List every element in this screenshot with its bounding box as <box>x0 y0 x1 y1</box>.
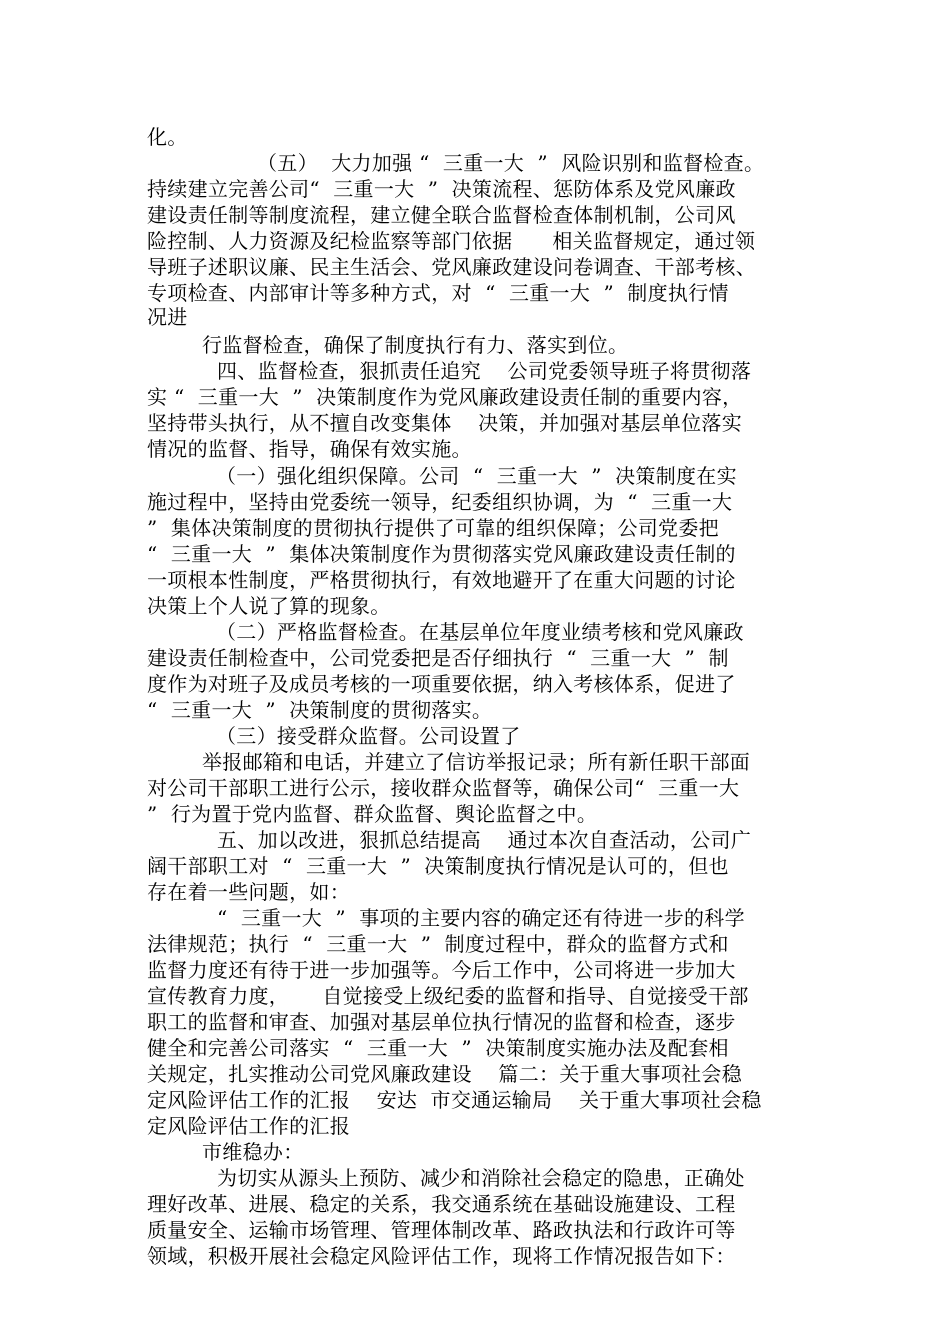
text-line: 专项检查、内部审计等多种方式，对 “ 三重一大 ” 制度执行情 <box>147 281 729 305</box>
text-line: 坚持带头执行，从不擅自改变集体 决策，并加强对基层单位落实 <box>147 411 743 435</box>
text-line: 化。 <box>147 125 188 149</box>
text-line: 领域，积极开展社会稳定风险评估工作，现将工作情况报告如下： <box>147 1244 736 1268</box>
section-heading: （三）接受群众监督。公司设置了 <box>216 724 521 748</box>
text-line: “ 三重一大 ” 决策制度的贯彻落实。 <box>147 698 493 722</box>
text-line: 度作为对班子及成员考核的一项重要依据，纳入考核体系，促进了 <box>147 672 736 696</box>
section-heading: （五） 大力加强 “ 三重一大 ” 风险识别和监督检查。 <box>257 151 765 175</box>
text-line: 行监督检查，确保了制度执行有力、落实到位。 <box>202 333 629 357</box>
text-line: 施过程中，坚持由党委统一领导，纪委组织协调，为 “ 三重一大 <box>147 490 733 514</box>
text-line: 宣传教育力度， 自觉接受上级纪委的监督和指导、自觉接受干部 <box>147 984 749 1008</box>
text-line: 实 “ 三重一大 ” 决策制度作为党风廉政建设责任制的重要内容， <box>147 385 743 409</box>
text-line: 况进 <box>147 305 188 329</box>
text-line: 情况的监督、指导，确保有效实施。 <box>147 437 472 461</box>
text-line: ” 行为置于党内监督、群众监督、舆论监督之中。 <box>147 802 598 826</box>
text-line: 质量安全、运输市场管理、管理体制改革、路政执法和行政许可等 <box>147 1218 736 1242</box>
text-line: 险控制、人力资源及纪检监察等部门依据 相关监督规定，通过领 <box>147 229 756 253</box>
text-line: 职工的监督和审查、加强对基层单位执行情况的监督和检查，逐步 <box>147 1010 736 1034</box>
text-line: 建设责任制检查中，公司党委把是否仔细执行 “ 三重一大 ” 制 <box>147 646 729 670</box>
text-line: 定风险评估工作的汇报 安达 市交通运输局 关于重大事项社会稳 <box>147 1088 762 1112</box>
text-line: 举报邮箱和电话，并建立了信访举报记录；所有新任职干部面 <box>202 750 751 774</box>
text-line: 决策上个人说了算的现象。 <box>147 594 391 618</box>
salutation: 市维稳办： <box>202 1140 304 1164</box>
text-line: 阔干部职工对 “ 三重一大 ” 决策制度执行情况是认可的，但也 <box>147 854 729 878</box>
section-heading: （二）严格监督检查。在基层单位年度业绩考核和党风廉政 <box>216 620 744 644</box>
text-line: 持续建立完善公司“ 三重一大 ” 决策流程、惩防体系及党风廉政 <box>147 177 736 201</box>
text-line: 健全和完善公司落实 “ 三重一大 ” 决策制度实施办法及配套相 <box>147 1036 729 1060</box>
text-line: 定风险评估工作的汇报 <box>147 1114 350 1138</box>
text-line: 建设责任制等制度流程，建立健全联合监督检查体制机制，公司风 <box>147 203 736 227</box>
section-heading: （一）强化组织保障。公司 “ 三重一大 ” 决策制度在实 <box>216 464 737 488</box>
section-heading: 四、监督检查，狠抓责任追究 公司党委领导班子将贯彻落 <box>217 359 752 383</box>
text-line: 导班子述职议廉、民主生活会、党风廉政建设问卷调查、干部考核、 <box>147 255 756 279</box>
text-line: 关规定，扎实推动公司党风廉政建设 篇二：关于重大事项社会稳 <box>147 1062 743 1086</box>
text-line: ” 集体决策制度的贯彻执行提供了可靠的组织保障；公司党委把 <box>147 516 719 540</box>
text-line: “ 三重一大 ” 集体决策制度作为贯彻落实党风廉政建设责任制的 <box>147 542 736 566</box>
text-line: 法律规范；执行 “ 三重一大 ” 制度过程中，群众的监督方式和 <box>147 932 729 956</box>
section-heading: 五、加以改进，狠抓总结提高 通过本次自查活动，公司广 <box>217 828 752 852</box>
text-line: 对公司干部职工进行公示，接收群众监督等，确保公司“ 三重一大 <box>147 776 740 800</box>
text-line: 一项根本性制度，严格贯彻执行，有效地避开了在重大问题的讨论 <box>147 568 736 592</box>
text-line: 理好改革、进展、稳定的关系，我交通系统在基础设施建设、工程 <box>147 1192 736 1216</box>
text-line: 监督力度还有待于进一步加强等。今后工作中，公司将进一步加大 <box>147 958 736 982</box>
text-line: 存在着一些问题，如： <box>147 880 350 904</box>
text-line: 为切实从源头上预防、减少和消除社会稳定的隐患，正确处 <box>217 1166 745 1190</box>
text-line: “ 三重一大 ” 事项的主要内容的确定还有待进一步的科学 <box>217 906 745 930</box>
